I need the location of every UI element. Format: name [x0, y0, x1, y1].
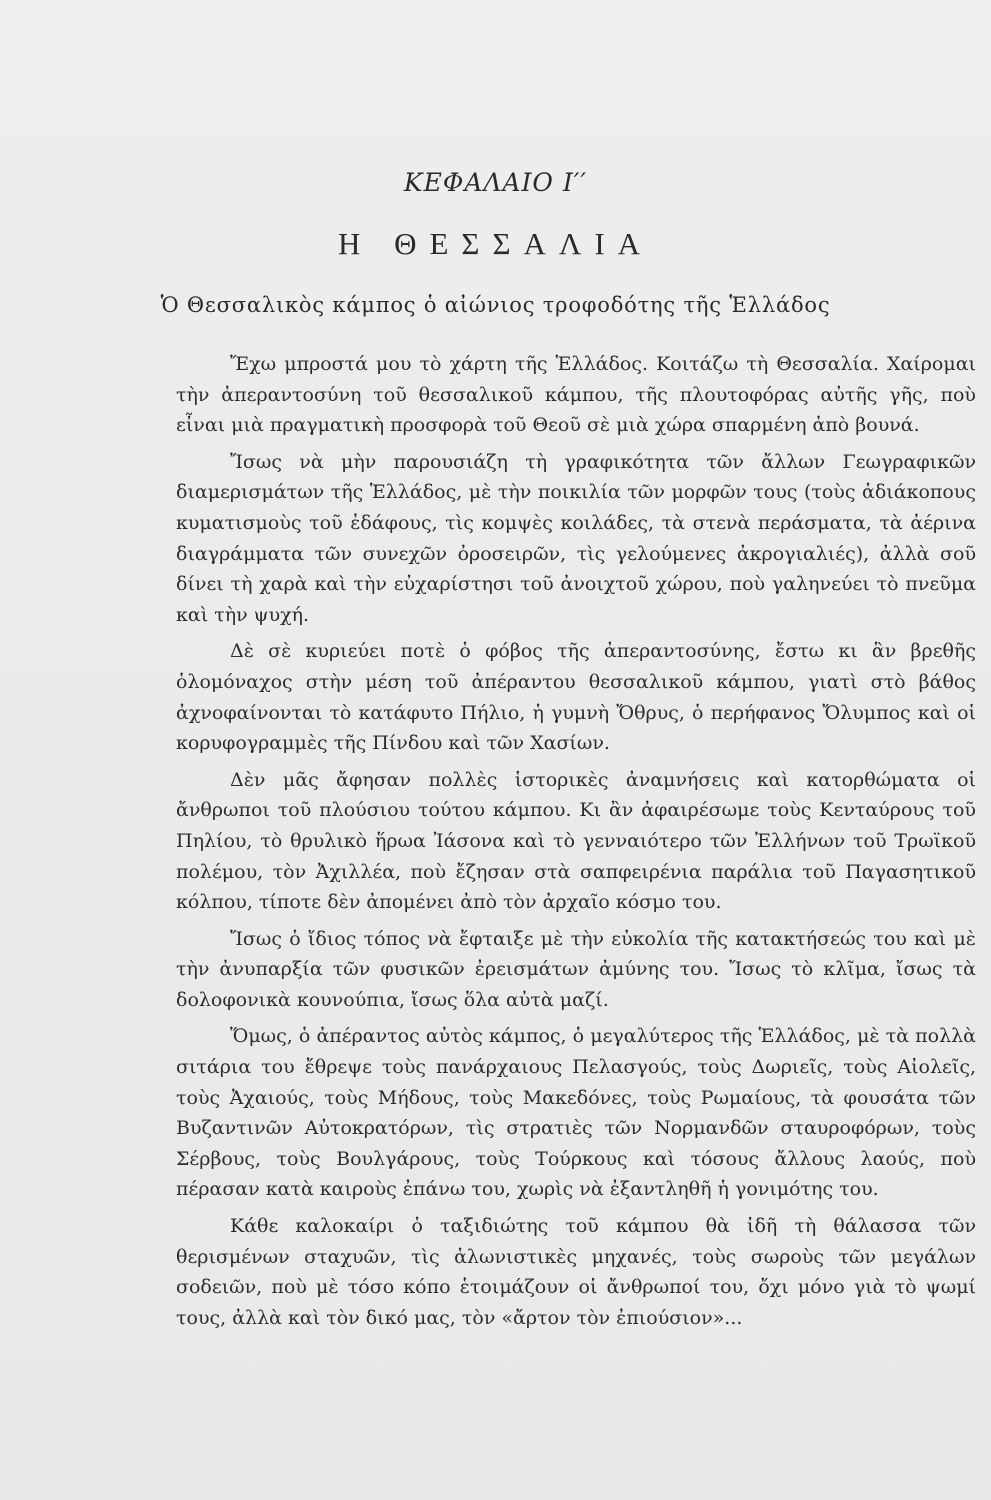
chapter-title: Η ΘΕΣΣΑΛΙΑ: [337, 226, 654, 261]
paragraph: Κάθε καλοκαίρι ὁ ταξιδιώτης τοῦ κάμπου θὰ ἰδῆ τὴ θάλασσα τῶν θερισμένων σταχυῶν, τὶς ἁλωνιστικὲς μηχανές, τοὺς σωροὺς τῶν μεγάλων σοδειῶν, ποὺ μὲ τόσο κόπο ἑτοιμάζουν οἱ ἄνθρωποί του, ὄχι μόνο γιὰ τὸ ψωμί τους, ἀλλὰ καὶ τὸν δικό μας, τὸν «ἄρτον τὸν ἐπιούσιον»...: [176, 1215, 976, 1329]
paragraph: Δὲ σὲ κυριεύει ποτὲ ὁ φόβος τῆς ἀπεραντοσύνης, ἔστω κι ἂν βρεθῆς ὁλομόναχος στὴν μέση τοῦ ἀπέραντου θεσσαλικοῦ κάμπου, γιατὶ στὸ βάθος ἀχνοφαίνονται τὸ κατάφυτο Πήλιο, ἡ γυμνὴ Ὄθρυς, ὁ περήφανος Ὄλυμπος καὶ οἱ κορυφογραμμὲς τῆς Πίνδου καὶ τῶν Χασίων.: [176, 640, 976, 755]
paragraph: Ἴσως νὰ μὴν παρουσιάζη τὴ γραφικότητα τῶν ἄλλων Γεωγραφικῶν διαμερισμάτων τῆς Ἑλλάδος, μὲ τὴν ποικιλία τῶν μορφῶν τους (τοὺς ἀδιάκοπους κυματισμοὺς τοῦ ἐδάφους, τὶς κομψὲς κοιλάδες, τὰ στενὰ περάσματα, τὰ ἀέρινα διαγράμματα τῶν συνεχῶν ὀροσειρῶν, τὶς γελούμενες ἀκρογιαλιές), ἀλλὰ σοῦ δίνει τὴ χαρὰ καὶ τὴν εὐχαρίστησι τοῦ ἀνοιχτοῦ χώρου, ποὺ γαληνεύει τὸ πνεῦμα καὶ τὴν ψυχή.: [176, 450, 976, 626]
paragraph: Ἴσως ὁ ἴδιος τόπος νὰ ἔφταιξε μὲ τὴν εὐκολία τῆς κατακτήσεώς του καὶ μὲ τὴν ἀνυπαρξία τῶν φυσικῶν ἐρεισμάτων ἀμύνης του. Ἴσως τὸ κλῖμα, ἴσως τὰ δολοφονικὰ κουνούπια, ἴσως ὅλα αὐτὰ μαζί.: [176, 927, 976, 1011]
chapter-label: ΚΕΦΑΛΑΙΟ Ι′′: [403, 168, 588, 197]
chapter-subtitle: Ὁ Θεσσαλικὸς κάμπος ὁ αἰώνιος τροφοδότης τῆς Ἑλλάδος: [160, 293, 831, 317]
paragraph: Ἔχω μπροστά μου τὸ χάρτη τῆς Ἑλλάδος. Κοιτάζω τὴ Θεσσαλία. Χαίρομαι τὴν ἀπεραντοσύνη τοῦ θεσσαλικοῦ κάμπου, τῆς πλουτοφόρας αὐτῆς γῆς, ποὺ εἶναι μιὰ πραγματικὴ προσφορὰ τοῦ Θεοῦ σὲ μιὰ χώρα σπαρμένη ἀπὸ βουνά.: [176, 353, 976, 437]
paragraph: Ὅμως, ὁ ἀπέραντος αὐτὸς κάμπος, ὁ μεγαλύτερος τῆς Ἑλλάδος, μὲ τὰ πολλὰ σιτάρια του ἔθρεψε τοὺς πανάρχαιους Πελασγούς, τοὺς Δωριεῖς, τοὺς Αἰολεῖς, τοὺς Ἀχαιούς, τοὺς Μήδους, τοὺς Μακεδόνες, τοὺς Ρωμαίους, τὰ φουσάτα τῶν Βυζαντινῶν Αὐτοκρατόρων, τὶς στρατιὲς τῶν Νορμανδῶν σταυροφόρων, τοὺς Σέρβους, τοὺς Βουλγάρους, τοὺς Τούρκους καὶ τόσους ἄλλους λαούς, ποὺ πέρασαν κατὰ καιροὺς ἐπάνω του, χωρὶς νὰ ἐξαντληθῆ ἡ γονιμότης του.: [176, 1025, 976, 1201]
body-text: [176, 349, 976, 1333]
paragraph: Δὲν μᾶς ἄφησαν πολλὲς ἱστορικὲς ἀναμνήσεις καὶ κατορθώματα οἱ ἄνθρωποι τοῦ πλούσιου τούτου κάμπου. Κι ἂν ἀφαιρέσωμε τοὺς Κενταύρους τοῦ Πηλίου, τὸ θρυλικὸ ἥρωα Ἰάσονα καὶ τὸ γενναιότερο τῶν Ἑλλήνων τοῦ Τρωϊκοῦ πολέμου, τὸν Ἀχιλλέα, ποὺ ἔζησαν στὰ σαπφειρένια παράλια τοῦ Παγασητικοῦ κόλπου, τίποτε δὲν ἀπομένει ἀπὸ τὸν ἀρχαῖο κόσμο του.: [176, 768, 976, 914]
